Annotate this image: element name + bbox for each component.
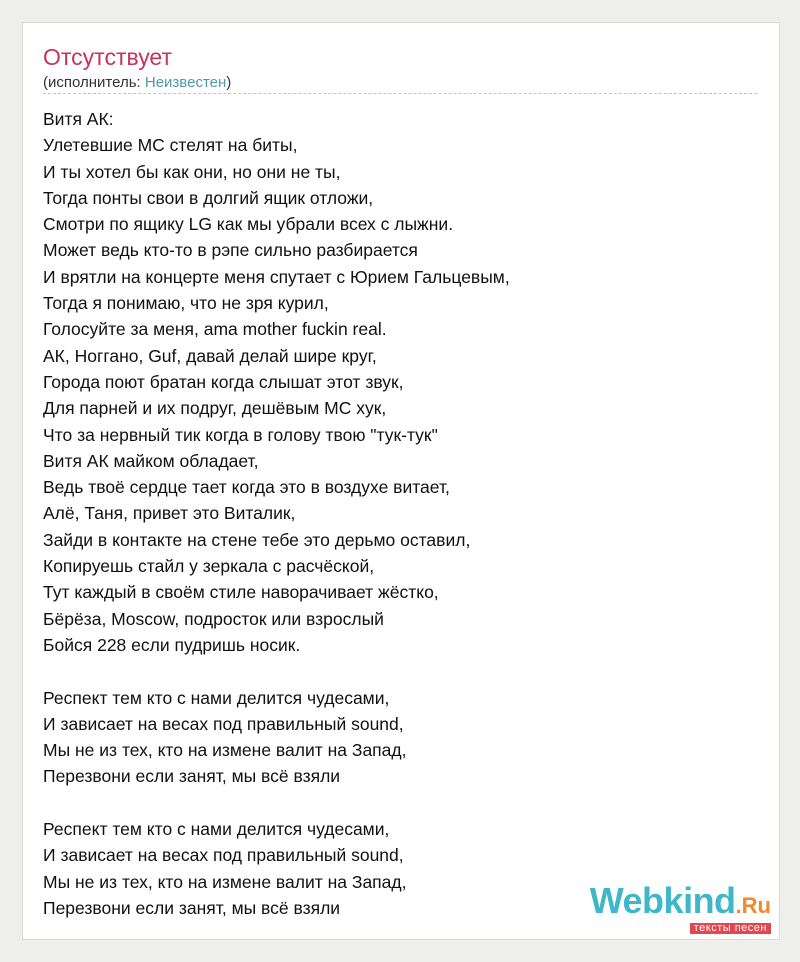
lyrics-text — [43, 106, 753, 921]
artist-line — [43, 74, 231, 92]
header-divider — [43, 93, 757, 94]
artist-suffix: ) — [226, 74, 232, 91]
stanza-break — [43, 658, 753, 684]
lyric-line: Алё, Таня, привет это Виталик, — [43, 503, 296, 524]
logo-tld: .Ru — [735, 893, 771, 918]
lyric-line: Бёрёза, Moscow, подросток или взрослый — [43, 608, 384, 629]
lyric-line: Витя АК: — [43, 109, 114, 129]
lyric-line: Тогда я понимаю, что не зря курил, — [43, 293, 329, 314]
lyric-line: Что за нервный тик когда в голову твою "тук-тук" — [43, 424, 438, 445]
artist-link[interactable]: Неизвестен — [144, 74, 227, 91]
webkind-logo[interactable] — [589, 880, 771, 935]
lyric-line: Голосуйте за меня, ama mother fuckin real. — [43, 319, 387, 340]
lyric-line: Может ведь кто-то в рэпе сильно разбирается — [43, 240, 418, 261]
artist-prefix: (исполнитель: — [43, 74, 145, 91]
song-title: Отсутствует — [43, 44, 172, 70]
lyric-line: Перезвони если занят, мы всё взяли — [43, 897, 341, 918]
lyric-line: Респект тем кто с нами делится чудесами, — [43, 819, 390, 840]
lyrics-card — [22, 22, 780, 940]
lyric-line: Витя АК майком обладает, — [43, 450, 259, 471]
lyric-line: Тогда понты свои в долгий ящик отложи, — [43, 187, 374, 208]
lyric-line: И врятли на концерте меня спутает с Юрием Гальцевым, — [43, 266, 510, 287]
lyric-line: Смотри по ящику LG как мы убрали всех с лыжни. — [43, 214, 454, 235]
lyric-line: Ведь твоё сердце тает когда это в воздухе витает, — [43, 477, 450, 498]
lyric-line: Респект тем кто с нами делится чудесами, — [43, 687, 390, 708]
lyric-line: Для парней и их подруг, дешёвым МС хук, — [43, 398, 387, 419]
lyric-line: АК, Ноггано, Guf, давай делай шире круг, — [43, 345, 377, 366]
lyric-line: И ты хотел бы как они, но они не ты, — [43, 161, 341, 182]
lyric-line: И зависает на весах под правильный sound, — [43, 713, 404, 734]
lyric-line: Зайди в контакте на стене тебе это дерьмо оставил, — [43, 529, 471, 550]
lyric-line: Улетевшие МС стелят на биты, — [43, 135, 298, 156]
lyric-line: Копируешь стайл у зеркала с расчёской, — [43, 556, 375, 577]
lyric-line: Мы не из тех, кто на измене валит на Запад, — [43, 740, 407, 761]
lyric-line: Города поют братан когда слышат этот звук, — [43, 371, 404, 392]
stanza-break — [43, 790, 753, 816]
lyric-line: Тут каждый в своём стиле наворачивает жёстко, — [43, 582, 439, 603]
lyric-line: Бойся 228 если пудришь носик. — [43, 634, 301, 655]
lyric-line: Перезвони если занят, мы всё взяли — [43, 766, 341, 787]
lyric-line: Мы не из тех, кто на измене валит на Запад, — [43, 871, 407, 892]
lyric-line: И зависает на весах под правильный sound, — [43, 845, 404, 866]
logo-tagline: тексты песен — [690, 923, 771, 934]
logo-name: Webkind — [589, 880, 736, 921]
